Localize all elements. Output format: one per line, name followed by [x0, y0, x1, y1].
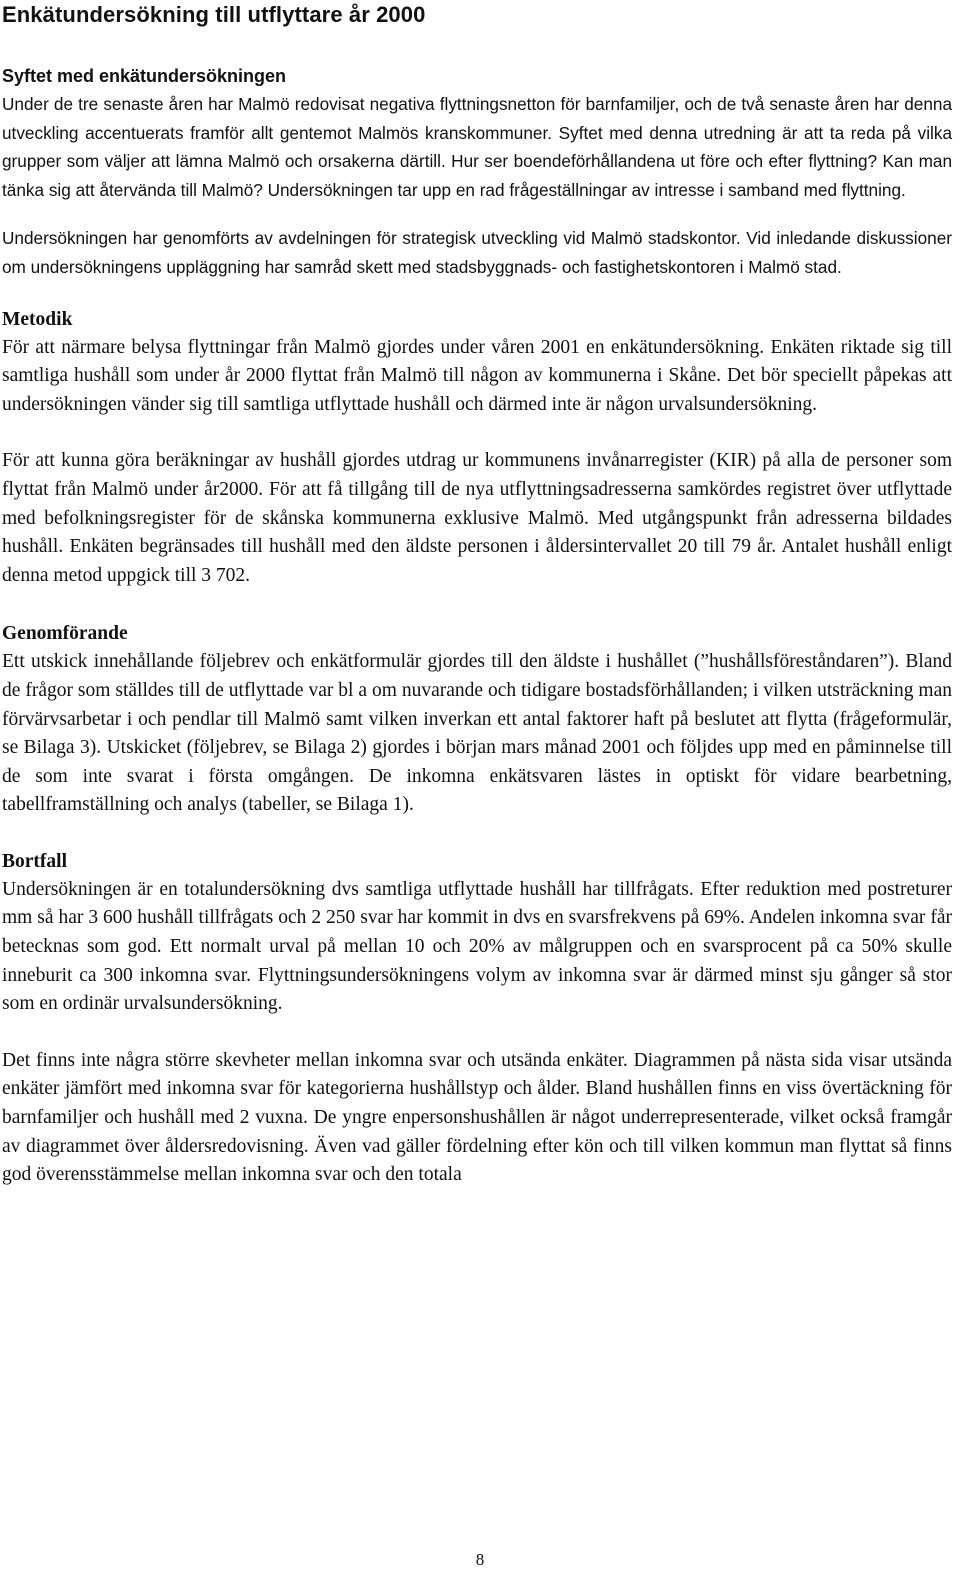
metodik-paragraph-1: För att närmare belysa flyttningar från Malmö gjordes under våren 2001 en enkätundersökning. Enkäten riktade sig till samtliga hushåll som under år 2000 flyttat från Malmö till någon av kommunerna i Skåne. Det bör speciellt påpekas att undersökningen vänder sig till samtliga utflyttade hushåll och därmed inte är någon urvalsundersökning. [2, 336, 952, 415]
section-heading-syfte: Syftet med enkätundersökningen [2, 66, 287, 86]
section-metodik [2, 306, 952, 591]
section-genomforande [2, 620, 952, 820]
metodik-paragraph-2: För att kunna göra beräkningar av hushåll gjordes utdrag ur kommunens invånarregister (KIR) på alla de personer som flyttat från Malmö under år2000. För att få tillgång till de nya utflyttningsadresserna samkördes registret över utflyttade med befolkningsregister för de skånska kommunerna exklusive Malmö. Med utgångspunkt från adresserna bildades hushåll. Enkäten begränsades till hushåll med den äldste personen i åldersintervallet 20 till 79 år. Antalet hushåll enligt denna metod uppgick till 3 702. [2, 450, 952, 586]
bortfall-paragraph-2: Det finns inte några större skevheter mellan inkomna svar och utsända enkäter. Diagrammen på nästa sida visar utsända enkäter jämfört med inkomna svar för kategorierna hushållstyp och ålder. Bland hushållen finns en viss övertäckning för barnfamiljer och hushåll med 2 vuxna. De yngre enpersonshushållen är något underrepresenterade, vilket också framgår av diagrammet över åldersredovisning. Även vad gäller fördelning efter kön och till vilken kommun man flyttat så finns god överensstämmelse mellan inkomna svar och den totala [2, 1049, 952, 1186]
page-number: 8 [475, 1550, 485, 1569]
genomforande-paragraph-1: Ett utskick innehållande följebrev och enkätformulär gjordes till den äldste i hushållet (”hushållsföreståndaren”). Bland de frågor som ställdes till de utflyttade var bl a om nuvarande och tidigare bostadsförhållanden; i vilken utsträckning man förvärvsarbetar i och pendlar till Malmö samt vilken inverkan ett antal faktorer haft på beslutet att flytta (frågeformulär, se Bilaga 3). Utskicket (följebrev, se Bilaga 2) gjordes i början mars månad 2001 och följdes upp med en påminnelse till de som inte svarat i första omgången. De inkomna enkätsvaren lästes in optiskt för vidare bearbetning, tabellframställning och analys (tabeller, se Bilaga 1). [2, 651, 952, 816]
section-heading-bortfall: Bortfall [2, 850, 67, 872]
syfte-paragraph-1: Under de tre senaste åren har Malmö redovisat negativa flyttningsnetton för barnfamiljer, och de två senaste åren har denna utveckling accentuerats framför allt gentemot Malmös kranskommuner. Syftet med denna utredning är att ta reda på vilka grupper som väljer att lämna Malmö och orsakerna därtill. Hur ser boendeförhållandena ut före och efter flyttning? Kan man tänka sig att återvända till Malmö? Undersökningen tar upp en rad frågeställningar av intresse i samband med flyttning. [2, 94, 952, 200]
section-heading-metodik: Metodik [2, 308, 73, 330]
section-bortfall [2, 848, 952, 1190]
page-title: Enkätundersökning till utflyttare år 2000 [2, 2, 426, 27]
section-heading-genomforande: Genomförande [2, 623, 128, 645]
section-syfte [2, 62, 952, 282]
syfte-paragraph-2: Undersökningen har genomförts av avdelningen för strategisk utveckling vid Malmö stadskontor. Vid inledande diskussioner om undersökningens uppläggning har samråd skett med stadsbyggnads- och fastighetskontoren i Malmö stad. [2, 228, 952, 277]
bortfall-paragraph-1: Undersökningen är en totalundersökning dvs samtliga utflyttade hushåll har tillfrågats. Efter reduktion med postreturer mm så har 3 600 hushåll tillfrågats och 2 250 svar har kommit in dvs en svarsfrekvens på 69%. Andelen inkomna svar får betecknas som god. Ett normalt urval på mellan 10 och 20% av målgruppen och en svarsprocent på ca 50% skulle inneburit ca 300 inkomna svar. Flyttningsundersökningens volym av inkomna svar är därmed minst sju gånger så stor som en ordinär urvalsundersökning. [2, 878, 952, 1015]
